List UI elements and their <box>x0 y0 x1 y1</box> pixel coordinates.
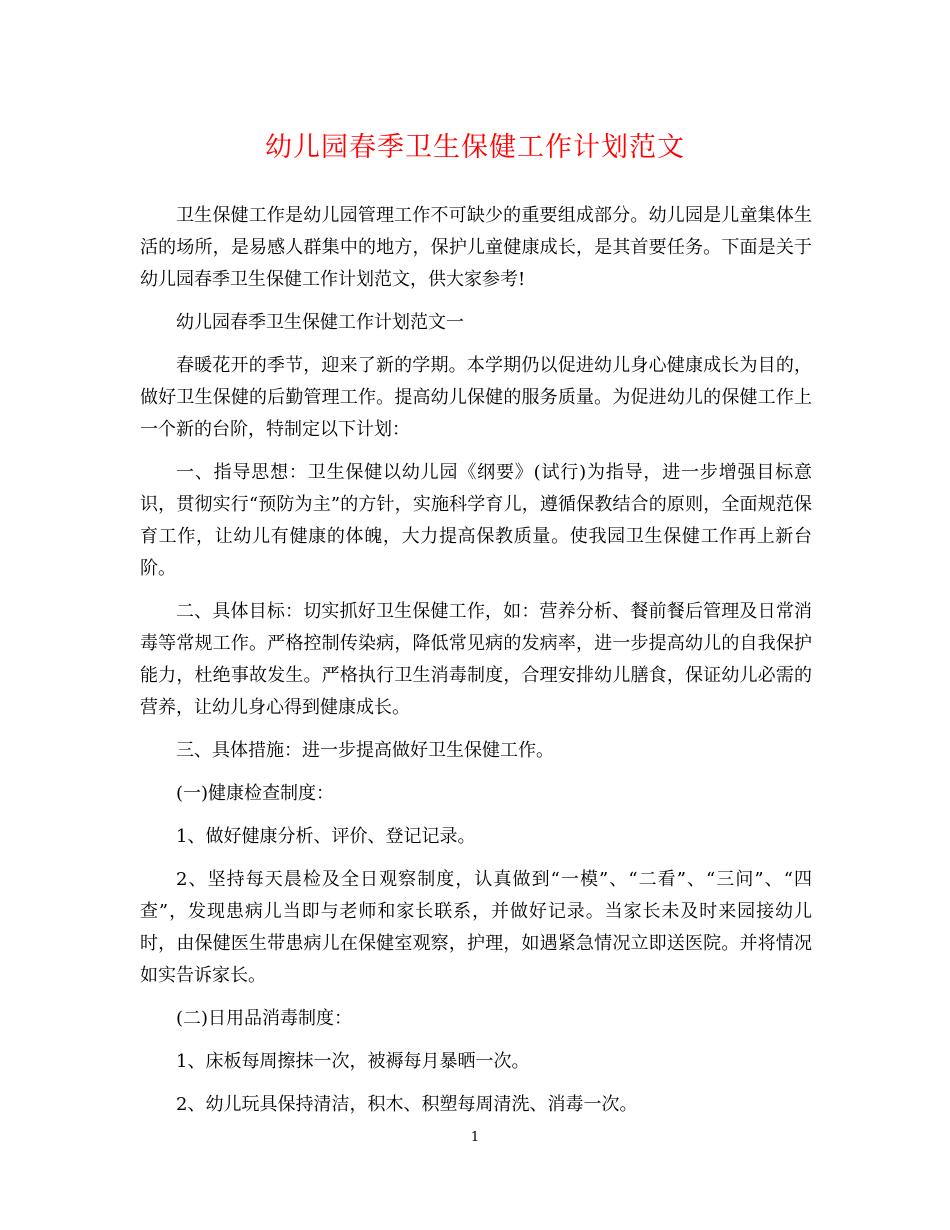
page-number: 1 <box>470 1130 480 1145</box>
paragraph-opening: 春暖花开的季节，迎来了新的学期。本学期仍以促进幼儿身心健康成长为目的，做好卫生保健的后勤管理工作。提高幼儿保健的服务质量。为促进幼儿的保健工作上一个新的台阶，特制定以下计划： <box>140 355 812 440</box>
document-title: 幼儿园春季卫生保健工作计划范文 <box>265 132 685 163</box>
document-body <box>140 200 812 1132</box>
paragraph-measures: 三、具体措施：进一步提高做好卫生保健工作。 <box>176 740 554 761</box>
paragraph-goals: 二、具体目标：切实抓好卫生保健工作，如：营养分析、餐前餐后管理及日常消毒等常规工作。严格控制传染病，降低常见病的发病率，进一步提高幼儿的自我保护能力，杜绝事故发生。严格执行卫生消毒制度，合理安排幼儿膳食，保证幼儿必需的营养，让幼儿身心得到健康成长。 <box>140 601 812 718</box>
paragraph-disinfection-2: 2、幼儿玩具保持清洁，积木、积塑每周清洗、消毒一次。 <box>176 1094 638 1115</box>
paragraph-disinfection-heading: (二)日用品消毒制度： <box>176 1008 353 1029</box>
paragraph-health-check-heading: (一)健康检查制度： <box>176 783 335 804</box>
paragraph-disinfection-1: 1、床板每周擦抹一次，被褥每月暴晒一次。 <box>176 1051 530 1072</box>
paragraph-intro: 卫生保健工作是幼儿园管理工作不可缺少的重要组成部分。幼儿园是儿童集体生活的场所，是易感人群集中的地方，保护儿童健康成长，是其首要任务。下面是关于幼儿园春季卫生保健工作计划范文，供大家参考! <box>140 205 812 290</box>
paragraph-health-check-1: 1、做好健康分析、评价、登记记录。 <box>176 826 476 847</box>
paragraph-health-check-2: 2、坚持每天晨检及全日观察制度，认真做到“一模”、“二看”、“三问”、“四查”，发现患病儿当即与老师和家长联系，并做好记录。当家长未及时来园接幼儿时，由保健医生带患病儿在保健室观察，护理，如遇紧急情况立即送医院。并将情况如实告诉家长。 <box>140 869 812 986</box>
paragraph-guiding-idea: 一、指导思想：卫生保健以幼儿园《纲要》(试行)为指导，进一步增强目标意识，贯彻实行“预防为主”的方针，实施科学育儿，遵循保教结合的原则，全面规范保育工作，让幼儿有健康的体魄，大力提高保教质量。使我园卫生保健工作再上新台阶。 <box>140 462 812 579</box>
paragraph-section-heading: 幼儿园春季卫生保健工作计划范文一 <box>176 312 464 333</box>
